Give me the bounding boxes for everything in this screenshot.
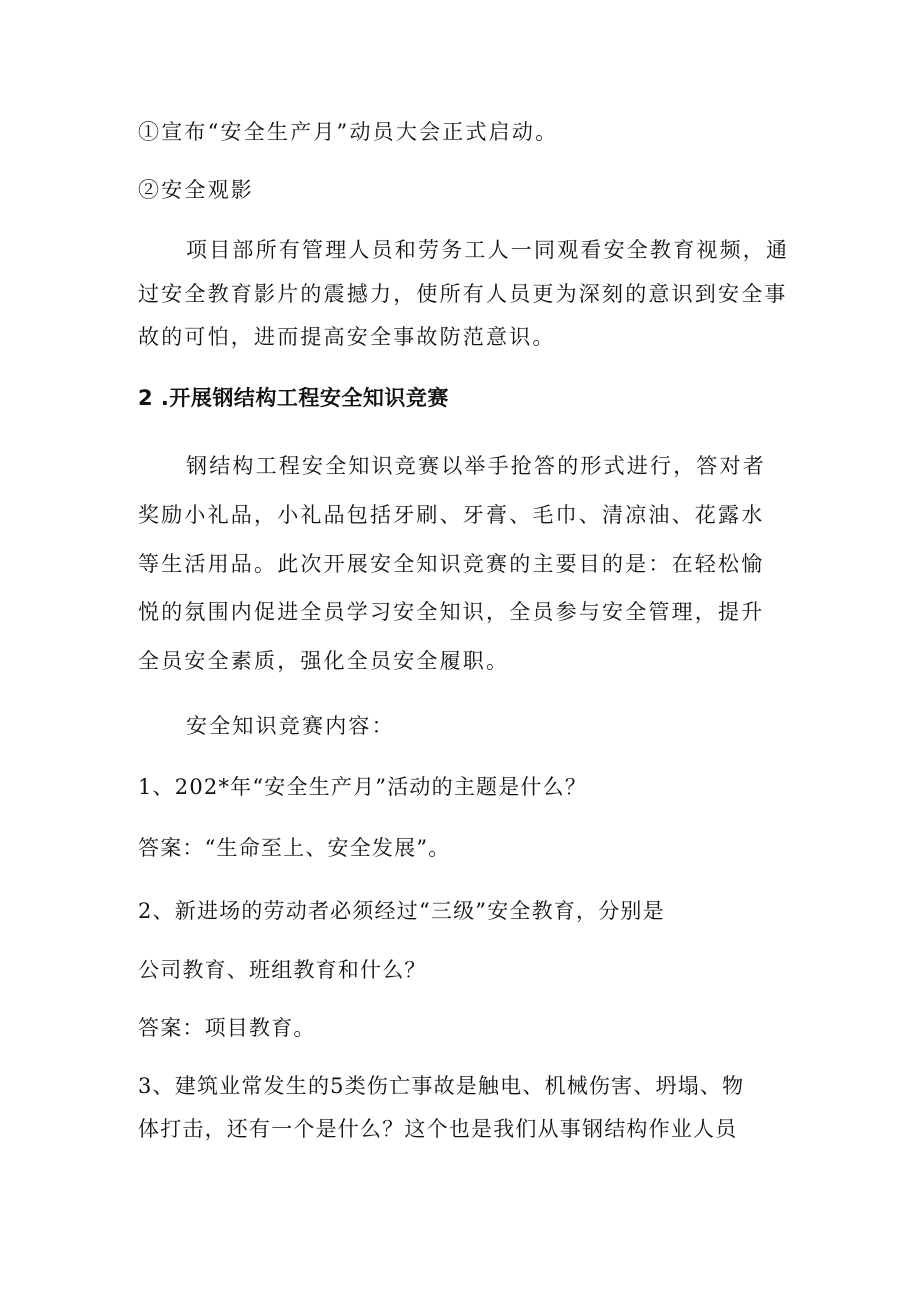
paragraph-text-line: 故的可怕，进而提高安全事故防范意识。 xyxy=(138,325,556,349)
paragraph-announce-start: ①宣布“安全生产月”动员大会正式启动。 xyxy=(138,120,559,144)
quiz-question-3: 3、建筑业常发生的5类伤亡事故是触电、机械伤害、坍塌、物 xyxy=(138,1074,745,1098)
paragraph-text-line: 过安全教育影片的震撼力，使所有人员更为深刻的意识到安全事 xyxy=(138,282,788,306)
quiz-question-1: 1、202*年“安全生产月”活动的主题是什么？ xyxy=(138,775,588,799)
quiz-answer-1: 答案：“生命至上、安全发展”。 xyxy=(138,836,451,860)
quiz-question-2: 2、新进场的劳动者必须经过“三级”安全教育，分别是 xyxy=(138,899,665,923)
quiz-question-3-continued: 体打击，还有一个是什么？这个也是我们从事钢结构作业人员 xyxy=(138,1117,738,1141)
section-heading: 2 .开展钢结构工程安全知识竞赛 xyxy=(138,386,449,410)
paragraph-text-line: 奖励小礼品，小礼品包括牙刷、牙膏、毛巾、清凉油、花露水 xyxy=(138,503,765,527)
paragraph-text-line: 钢结构工程安全知识竞赛以举手抢答的形式进行，答对者 xyxy=(186,454,766,478)
quiz-answer-2: 答案：项目教育。 xyxy=(138,1016,316,1040)
paragraph-text-line: 悦的氛围内促进全员学习安全知识，全员参与安全管理，提升 xyxy=(138,600,765,624)
paragraph-text-line: 等生活用品。此次开展安全知识竞赛的主要目的是：在轻松愉 xyxy=(138,552,765,576)
paragraph-text-line: 全员安全素质，强化全员安全履职。 xyxy=(138,649,510,673)
quiz-question-2-continued: 公司教育、班组教育和什么？ xyxy=(138,958,427,982)
paragraph-safety-viewing: ②安全观影 xyxy=(138,178,254,202)
paragraph-text-line: 项目部所有管理人员和劳务工人一同观看安全教育视频，通 xyxy=(186,238,790,262)
quiz-content-label: 安全知识竞赛内容： xyxy=(186,714,395,738)
